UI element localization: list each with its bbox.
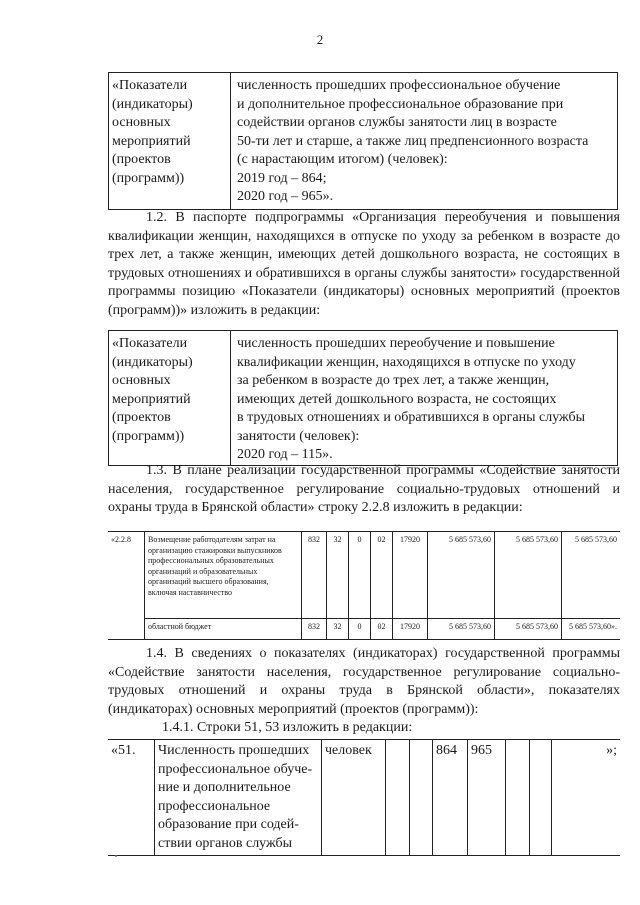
measure-cell: 02 bbox=[371, 532, 393, 619]
scan-dot bbox=[115, 855, 117, 857]
indicator-label-cell: «Показатели (индикаторы) основных мероприятий (проектов (программ)) bbox=[109, 73, 231, 210]
measure-name-cell: областной бюджет bbox=[145, 619, 302, 640]
row-end-cell: »; bbox=[552, 740, 621, 856]
table-plan-row-2-2-8 bbox=[108, 531, 620, 640]
row-number-cell: «51. bbox=[108, 740, 155, 856]
paragraph-1-3: 1.3. В плане реализации государственной программы «Содействие занятости населения, государственное регулирование социально-трудовых отношений и охраны труда в Брянской области» строку 2.2.8 изложить в редакции: bbox=[108, 463, 620, 516]
empty-cell bbox=[530, 740, 552, 856]
table-row bbox=[108, 532, 620, 619]
indicator-label-cell: «Показатели (индикаторы) основных мероприятий (проектов (программ)) bbox=[109, 331, 231, 466]
page-number: 2 bbox=[316, 32, 324, 47]
direction-cell: 17920 bbox=[393, 619, 428, 640]
program-cell: 32 bbox=[327, 619, 349, 640]
value-2020-cell: 965 bbox=[468, 740, 506, 856]
table-row bbox=[108, 740, 620, 856]
unit-cell: человек bbox=[322, 740, 386, 856]
amount-cell: 5 685 573,60 bbox=[495, 619, 562, 640]
indicator-value-cell: численность прошедших переобучение и повышение квалификации женщин, находящихся в отпуске по уходу за ребенком в возрасте до трех лет, а также женщин, имеющих детей дошкольного возраста, не состоящих в трудовых отношениях и обратившихся в органы службы занятости (человек): 2020 год – 115». bbox=[231, 331, 618, 466]
table-indicators-2 bbox=[108, 330, 618, 466]
paragraph-1-4-1: 1.4.1. Строки 51, 53 изложить в редакции: bbox=[162, 720, 413, 735]
table-row bbox=[108, 619, 620, 640]
table-indicators-values bbox=[108, 739, 620, 856]
grbs-cell: 832 bbox=[302, 532, 327, 619]
paragraph-1-2: 1.2. В паспорте подпрограммы «Организация переобучения и повышения квалификации женщин, находящихся в отпуске по уходу за ребенком в возрасте до трех лет, а также женщин, имеющих детей дошкольного возраста, не состоящих в трудовых отношениях и обратившихся в органы службы занятости» государственной программы позицию «Показатели (индикаторы) основных мероприятий (проектов (программ))» изложить в редакции: bbox=[108, 210, 620, 318]
measure-cell: 02 bbox=[371, 619, 393, 640]
amount-cell: 5 685 573,60 bbox=[428, 619, 495, 640]
empty-cell bbox=[410, 740, 433, 856]
table-row bbox=[109, 73, 618, 210]
grbs-cell: 832 bbox=[302, 619, 327, 640]
table-row bbox=[109, 331, 618, 466]
amount-cell: 5 685 573,60 bbox=[562, 532, 621, 619]
value-2019-cell: 864 bbox=[433, 740, 468, 856]
row-code-cell: «2.2.8 bbox=[108, 532, 145, 640]
program-cell: 32 bbox=[327, 532, 349, 619]
amount-cell: 5 685 573,60». bbox=[562, 619, 621, 640]
direction-cell: 17920 bbox=[393, 532, 428, 619]
subprogram-cell: 0 bbox=[349, 619, 371, 640]
measure-name-cell: Возмещение работодателям затрат на организацию стажировки выпускников профессиональных образовательных организаций и образовательных организаций высшего образования, включая наставничество bbox=[145, 532, 302, 619]
amount-cell: 5 685 573,60 bbox=[495, 532, 562, 619]
amount-cell: 5 685 573,60 bbox=[428, 532, 495, 619]
empty-cell bbox=[386, 740, 410, 856]
subprogram-cell: 0 bbox=[349, 532, 371, 619]
indicator-value-cell: численность прошедших профессиональное обучение и дополнительное профессиональное образование при содействии органов службы занятости лиц в возрасте 50-ти лет и старше, а также лиц предпенсионного возраста (с нарастающим итогом) (человек): 2019 год – 864; 2020 год – 965». bbox=[231, 73, 618, 210]
paragraph-1-4: 1.4. В сведениях о показателях (индикаторах) государственной программы «Содействие занятости населения, государственное регулирование социально-трудовых отношений и охраны труда в Брянской области», показателях (индикаторах) основных мероприятий (проектов (программ)): bbox=[108, 646, 620, 717]
table-indicators-1 bbox=[108, 72, 618, 210]
indicator-name-cell: Численность прошедших профессиональное обуче- ние и дополнительное профессиональное образование при содей- ствии органов службы bbox=[155, 740, 322, 856]
empty-cell bbox=[506, 740, 530, 856]
